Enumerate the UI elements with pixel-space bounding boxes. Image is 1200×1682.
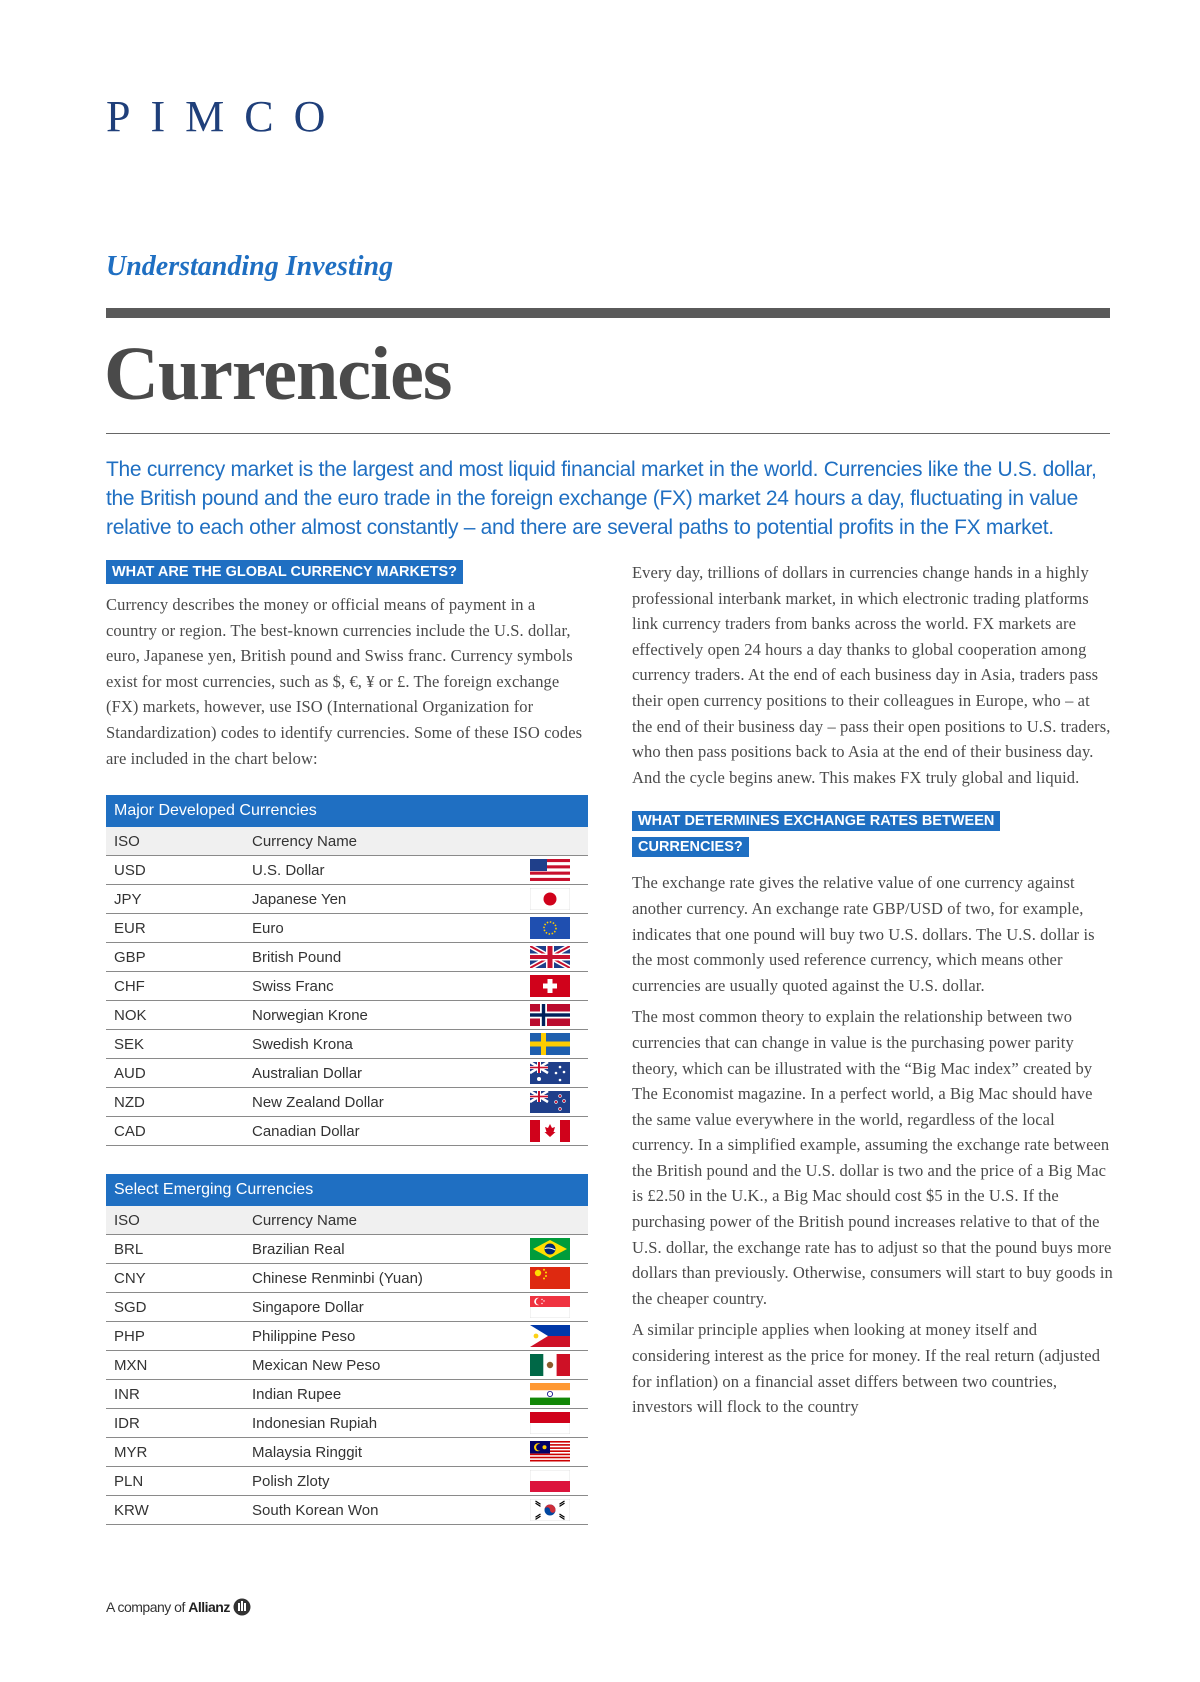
currency-name: New Zealand Dollar (244, 1088, 512, 1117)
currency-row (106, 1293, 588, 1322)
currency-row (106, 1030, 588, 1059)
right-column (632, 560, 1114, 1426)
currency-iso-code: SEK (106, 1030, 244, 1059)
header-divider-thick (106, 308, 1110, 318)
currency-name: Indonesian Rupiah (244, 1409, 512, 1438)
currency-iso-code: INR (106, 1380, 244, 1409)
currency-row (106, 1496, 588, 1525)
currency-name: Swedish Krona (244, 1030, 512, 1059)
section-body-global-markets: Currency describes the money or official means of payment in a country or region. The best-known currencies include the U.S. dollar, euro, Japanese yen, British pound and Swiss franc. Currency symbols exist for most currencies, such as $, €, ¥ or £. The foreign exchange (FX) markets, however, use ISO (International Organization for Standardization) codes to identify currencies. Some of these ISO codes are included in the chart below: (106, 595, 583, 768)
south-korea-flag-icon (530, 1499, 570, 1521)
us-flag-icon (530, 859, 570, 881)
currency-name: Japanese Yen (244, 885, 512, 914)
currency-iso-code: KRW (106, 1496, 244, 1525)
emerging-currencies-table (106, 1174, 588, 1525)
section-heading-exchange-rates (632, 808, 1022, 860)
currency-name: Polish Zloty (244, 1467, 512, 1496)
header-divider-thin (106, 433, 1110, 434)
currency-name: South Korean Won (244, 1496, 512, 1525)
currency-name: Canadian Dollar (244, 1117, 512, 1146)
currency-iso-code: CAD (106, 1117, 244, 1146)
sweden-flag-icon (530, 1033, 570, 1055)
series-title: Understanding Investing (106, 251, 394, 282)
currency-name: Indian Rupee (244, 1380, 512, 1409)
developed-table-title: Major Developed Currencies (106, 795, 588, 827)
pimco-logo: PIMCO (106, 92, 346, 141)
currency-iso-code: PHP (106, 1322, 244, 1351)
column-header-currency-name: Currency Name (244, 827, 512, 856)
currency-iso-code: MXN (106, 1351, 244, 1380)
swiss-flag-icon (530, 975, 570, 997)
currency-row (106, 1117, 588, 1146)
singapore-flag-icon (530, 1296, 570, 1318)
currency-name: Swiss Franc (244, 972, 512, 1001)
left-column (106, 560, 588, 1525)
currency-iso-code: BRL (106, 1235, 244, 1264)
currency-iso-code: USD (106, 856, 244, 885)
currency-row (106, 1409, 588, 1438)
currency-row (106, 1467, 588, 1496)
currency-name: Mexican New Peso (244, 1351, 512, 1380)
column-header-currency-name: Currency Name (244, 1206, 512, 1235)
page-title: Currencies (104, 332, 452, 416)
currency-iso-code: PLN (106, 1467, 244, 1496)
japan-flag-icon (530, 888, 570, 910)
china-flag-icon (530, 1267, 570, 1289)
currency-iso-code: JPY (106, 885, 244, 914)
currency-row (106, 1351, 588, 1380)
paragraph-big-mac-index: The most common theory to explain the relationship between two currencies that can change in value is the purchasing power parity theory, which can be illustrated with the “Big Mac index” created by The Economist magazine. In a perfect world, a Big Mac should have the same value everywhere in the world, regardless of the local currency. In a simplified example, assuming the exchange rate between the British pound and the U.S. dollar is two and the price of a Big Mac is £2.50 in the U.K., a Big Mac should cost $5 in the U.S. If the purchasing power of the British pound increases relative to that of the U.S. dollar, the exchange rate has to adjust so that the pound buys more dollars than previously. Otherwise, consumers will start to buy goods in the cheaper country. (632, 1007, 1113, 1308)
currency-iso-code: EUR (106, 914, 244, 943)
currency-row (106, 1001, 588, 1030)
currency-name: Brazilian Real (244, 1235, 512, 1264)
allianz-brand: Allianz (188, 1599, 230, 1615)
canada-flag-icon (530, 1120, 570, 1142)
currency-row (106, 1264, 588, 1293)
currency-name: Chinese Renminbi (Yuan) (244, 1264, 512, 1293)
currency-iso-code: NOK (106, 1001, 244, 1030)
currency-name: British Pound (244, 943, 512, 972)
currency-iso-code: SGD (106, 1293, 244, 1322)
currency-row (106, 972, 588, 1001)
currency-iso-code: CHF (106, 972, 244, 1001)
column-header-iso: ISO (106, 827, 244, 856)
section-heading-exchange-rates-text: WHAT DETERMINES EXCHANGE RATES BETWEEN CURRENCIES? (632, 811, 1000, 857)
intro-paragraph: The currency market is the largest and most liquid financial market in the world. Currencies like the U.S. dollar, the British pound and the euro trade in the foreign exchange (FX) market 24 hours a day, fluctuating in value relative to each other almost constantly – and there are several paths to potential profits in the FX market. (106, 458, 1097, 539)
currency-row (106, 1380, 588, 1409)
currency-row (106, 885, 588, 914)
mexico-flag-icon (530, 1354, 570, 1376)
currency-iso-code: AUD (106, 1059, 244, 1088)
paragraph-interbank-market: Every day, trillions of dollars in currencies change hands in a highly professional interbank market, in which electronic trading platforms link currency traders from banks across the world. FX markets are effectively open 24 hours a day thanks to global cooperation among currency traders. At the end of each business day in Asia, traders pass their open currency positions to their colleagues in Europe, who – at the end of their business day – pass their open positions to U.S. traders, who then pass positions back to Asia at the end of their business day. And the cycle begins anew. This makes FX truly global and liquid. (632, 563, 1111, 787)
uk-flag-icon (530, 946, 570, 968)
currency-row (106, 1438, 588, 1467)
currency-row (106, 1088, 588, 1117)
paragraph-exchange-rate: The exchange rate gives the relative value of one currency against another currency. An exchange rate GBP/USD of two, for example, indicates that one pound will buy two U.S. dollars. The U.S. dollar is the most commonly used reference currency, which means other currencies are usually quoted against the U.S. dollar. (632, 873, 1095, 995)
currency-row (106, 1059, 588, 1088)
currency-row (106, 914, 588, 943)
developed-currencies-table (106, 795, 588, 1146)
currency-row (106, 1322, 588, 1351)
poland-flag-icon (530, 1470, 570, 1492)
emerging-table-title: Select Emerging Currencies (106, 1174, 588, 1206)
column-header-iso: ISO (106, 1206, 244, 1235)
new-zealand-flag-icon (530, 1091, 570, 1113)
currency-row (106, 856, 588, 885)
indonesia-flag-icon (530, 1412, 570, 1434)
currency-name: Norwegian Krone (244, 1001, 512, 1030)
currency-iso-code: CNY (106, 1264, 244, 1293)
currency-name: Malaysia Ringgit (244, 1438, 512, 1467)
india-flag-icon (530, 1383, 570, 1405)
malaysia-flag-icon (530, 1441, 570, 1463)
section-heading-global-markets: WHAT ARE THE GLOBAL CURRENCY MARKETS? (106, 560, 463, 584)
currency-iso-code: MYR (106, 1438, 244, 1467)
currency-iso-code: NZD (106, 1088, 244, 1117)
australia-flag-icon (530, 1062, 570, 1084)
brazil-flag-icon (530, 1238, 570, 1260)
currency-row (106, 1235, 588, 1264)
currency-name: Australian Dollar (244, 1059, 512, 1088)
eu-flag-icon (530, 917, 570, 939)
currency-name: Euro (244, 914, 512, 943)
norway-flag-icon (530, 1004, 570, 1026)
currency-iso-code: GBP (106, 943, 244, 972)
philippines-flag-icon (530, 1325, 570, 1347)
footer-prefix: A company of (106, 1599, 185, 1615)
footer-allianz (106, 1598, 251, 1616)
currency-row (106, 943, 588, 972)
currency-name: Philippine Peso (244, 1322, 512, 1351)
paragraph-interest: A similar principle applies when looking at money itself and considering interest as the price for money. If the real return (adjusted for inflation) on a financial asset differs between two countries, investors will flock to the country (632, 1320, 1101, 1417)
currency-iso-code: IDR (106, 1409, 244, 1438)
allianz-eagle-icon (233, 1598, 251, 1616)
currency-name: U.S. Dollar (244, 856, 512, 885)
currency-name: Singapore Dollar (244, 1293, 512, 1322)
